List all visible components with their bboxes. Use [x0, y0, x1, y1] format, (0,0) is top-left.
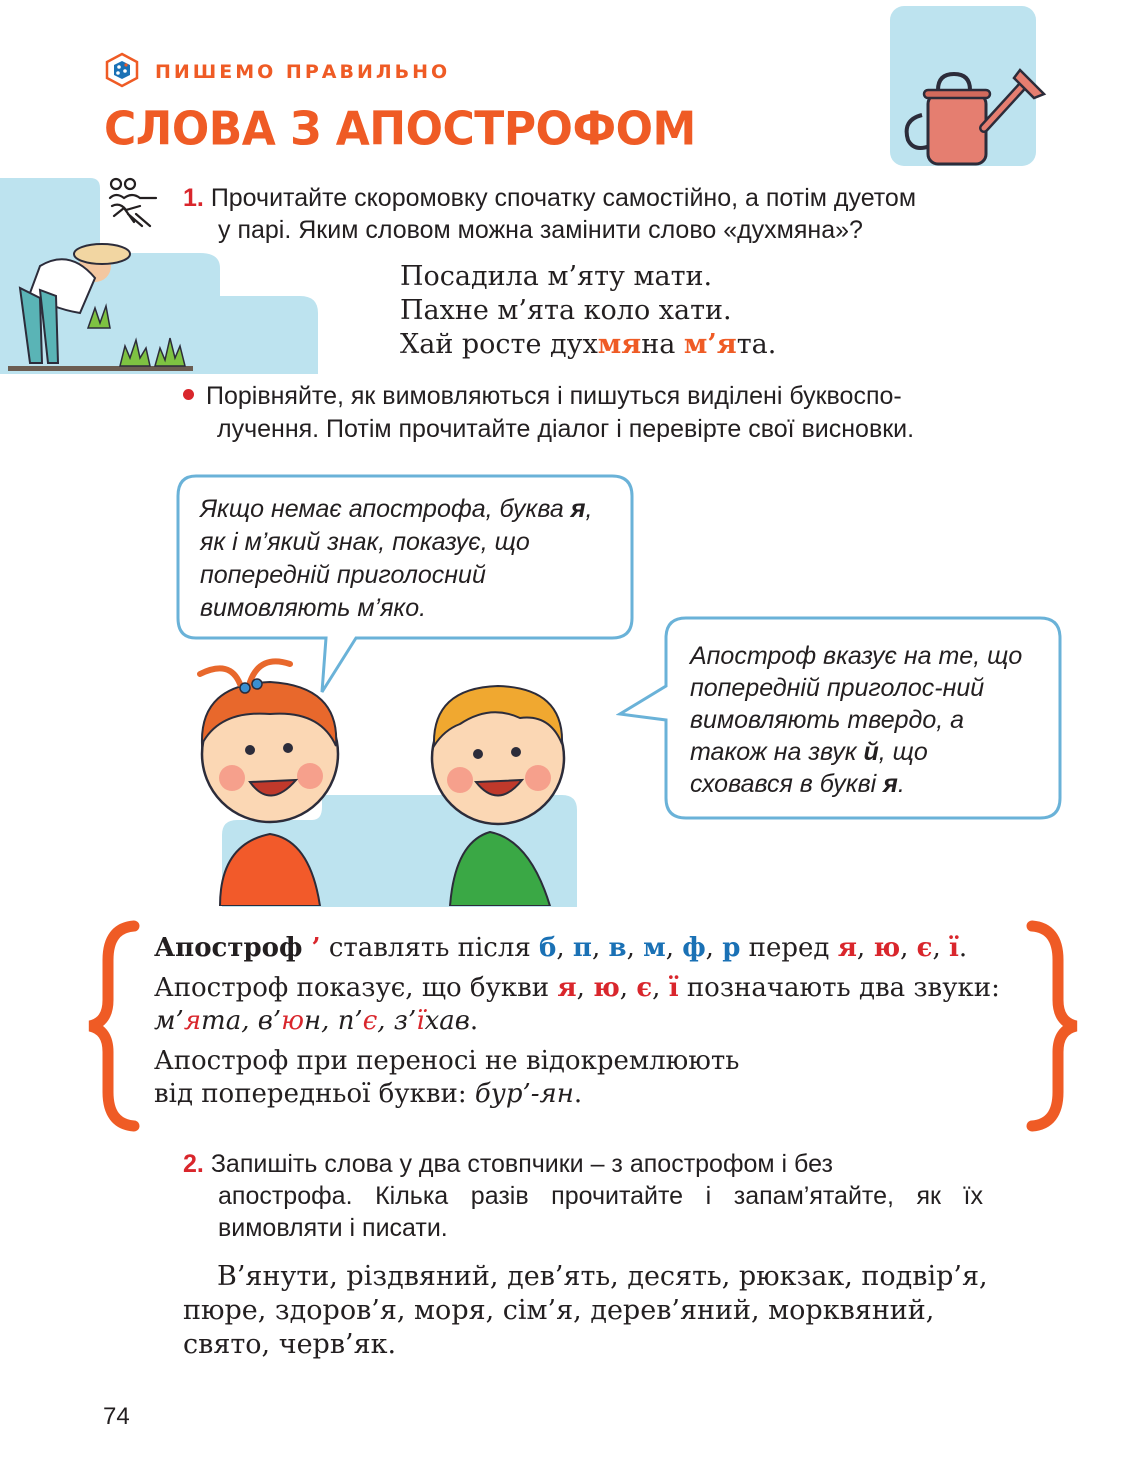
pair-reading-icon [106, 176, 162, 236]
bold-letter: й [863, 738, 879, 766]
apostrophe-mark: ’ [302, 933, 321, 963]
poem-line: Хай росте духмяна м’ята. [400, 329, 777, 360]
example-word: бур’-ян [474, 1079, 574, 1109]
exercise-number: 1. [183, 184, 204, 212]
speech-bubble-left-text: Якщо немає апострофа, буква я, як і м’який знак, показує, що попередній приголосний вимовляють м’яко. [200, 495, 593, 622]
instruction-text: Порівняйте, як вимовляються і пишуться виділені буквоспо- [206, 382, 902, 410]
bullet-instruction [183, 380, 1053, 446]
rule-line: Апостроф при переносі не відокремлюють від попередньої букви: бур’-ян. [154, 1046, 740, 1109]
example-words: м’ята, в’юн, п’є, з’їхав [154, 1006, 470, 1036]
page-number: 74 [103, 1403, 130, 1430]
word-list: В’янути, різдвяний, дев’ять, десять, рюкзак, подвір’я, пюре, здоров’я, моря, сім’я, дерев’яний, морквяний, свято, черв’як. [183, 1261, 988, 1360]
instruction-text: Прочитайте скоромовку спочатку самостійно, а потім дуетом [210, 184, 917, 212]
page-title: СЛОВА З АПОСТРОФОМ [104, 102, 696, 157]
rule-line: Апостроф ’ ставлять після б, п, в, м, ф, р перед я, ю, є, ї. [154, 933, 968, 963]
highlighted-letters: м’я [683, 329, 737, 360]
bullet-icon [183, 389, 194, 400]
instruction-text: у парі. Яким словом можна замінити слово «духмяна»? [218, 216, 863, 244]
right-brace-icon [1026, 920, 1082, 1132]
highlighted-letters: мя [597, 329, 642, 360]
instruction-text: апострофа. Кілька разів прочитайте і запам’ятайте, як їх вимовляти і писати. [218, 1182, 983, 1242]
apostrophe-rule [154, 932, 1034, 1118]
tongue-twister [400, 260, 776, 362]
instruction-text: лучення. Потім прочитайте діалог і перевірте свої висновки. [217, 415, 915, 443]
exercise-number: 2. [183, 1150, 204, 1178]
poem-line: Пахне м’ята коло хати. [400, 295, 732, 326]
left-brace-icon [84, 920, 140, 1132]
bold-letter: я [570, 495, 586, 523]
watering-can-icon [898, 60, 1048, 170]
rule-line: Апостроф показує, що букви я, ю, є, ї позначають два звуки: м’ята, в’юн, п’є, з’їхав. [154, 973, 1000, 1036]
bold-letter: я [883, 770, 898, 798]
children-illustration [160, 654, 610, 906]
poem-line: Посадила м’яту мати. [400, 261, 713, 292]
speech-bubble-right-text: Апостроф вказує на те, що попередній приголос-ний вимовляють твердо, а також на звук й, що сховався в букві я. [690, 642, 1023, 798]
exercise-2-instruction [183, 1148, 983, 1244]
rule-term: Апостроф [154, 933, 303, 963]
section-label: ПИШЕМО ПРАВИЛЬНО [155, 61, 451, 83]
instruction-text: Запишіть слова у два стовпчики – з апострофом і без [210, 1150, 833, 1178]
exercise-1-instruction [183, 182, 1063, 246]
dice-cube-icon [104, 52, 140, 88]
